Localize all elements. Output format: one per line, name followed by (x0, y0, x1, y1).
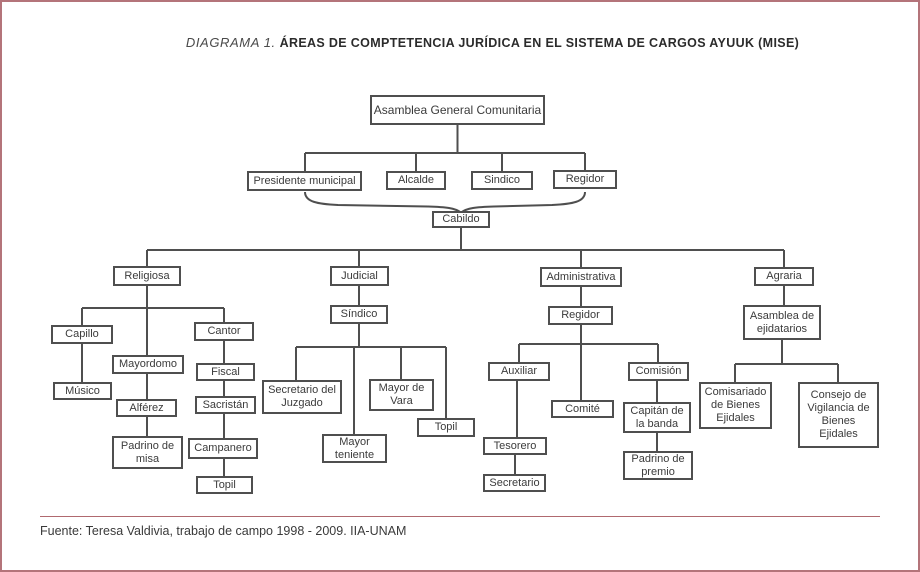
node-padrino-de-misa: Padrino de misa (112, 436, 183, 469)
node-fiscal: Fiscal (196, 363, 255, 381)
node-agraria: Agraria (754, 267, 814, 286)
node-presidente-municipal: Presidente municipal (247, 171, 362, 191)
node-comisariado-bienes-ejidales: Comisariado de Bienes Ejidales (699, 382, 772, 429)
node-padrino-de-premio: Padrino de premio (623, 451, 693, 480)
footer-divider (40, 516, 880, 517)
node-judicial: Judicial (330, 266, 389, 286)
node-asamblea-de-ejidatarios: Asamblea de ejidatarios (743, 305, 821, 340)
node-mayor-teniente: Mayor teniente (322, 434, 387, 463)
node-mayordomo: Mayordomo (112, 355, 184, 374)
node-musico: Músico (53, 382, 112, 400)
node-administrativa: Administrativa (540, 267, 622, 287)
node-comite: Comité (551, 400, 614, 418)
node-topil-judicial: Topil (417, 418, 475, 437)
node-sindico-cabildo: Sindico (471, 171, 533, 190)
node-campanero: Campanero (188, 438, 258, 459)
title-prefix: DIAGRAMA 1. (185, 35, 276, 50)
node-secretario-del-juzgado: Secretario del Juzgado (262, 380, 342, 414)
node-auxiliar: Auxiliar (488, 362, 550, 381)
node-sacristan: Sacristán (195, 396, 256, 414)
node-comision: Comisión (628, 362, 689, 381)
node-alferez: Alférez (116, 399, 177, 417)
node-mayor-de-vara: Mayor de Vara (369, 379, 434, 411)
node-regidor-cabildo: Regidor (553, 170, 617, 189)
node-tesorero: Tesorero (483, 437, 547, 455)
node-asamblea-general: Asamblea General Comunitaria (370, 95, 545, 125)
node-alcalde: Alcalde (386, 171, 446, 190)
source-note: Fuente: Teresa Valdivia, trabajo de campo 1998 - 2009. IIA-UNAM (40, 524, 407, 538)
node-regidor-administrativa: Regidor (548, 306, 613, 325)
node-sindico-judicial: Síndico (330, 305, 388, 324)
node-cantor: Cantor (194, 322, 254, 341)
node-capillo: Capillo (51, 325, 113, 344)
node-religiosa: Religiosa (113, 266, 181, 286)
node-secretario: Secretario (483, 474, 546, 492)
node-cabildo: Cabildo (432, 211, 490, 228)
node-consejo-vigilancia-bienes-ejidales: Consejo de Vigilancia de Bienes Ejidales (798, 382, 879, 448)
title-text: ÁREAS DE COMPTETENCIA JURÍDICA EN EL SISTEMA DE CARGOS AYUUK (MISE) (275, 36, 800, 50)
node-topil-religiosa: Topil (196, 476, 253, 494)
node-capitan-de-la-banda: Capitán de la banda (623, 402, 691, 433)
brace (305, 192, 585, 213)
